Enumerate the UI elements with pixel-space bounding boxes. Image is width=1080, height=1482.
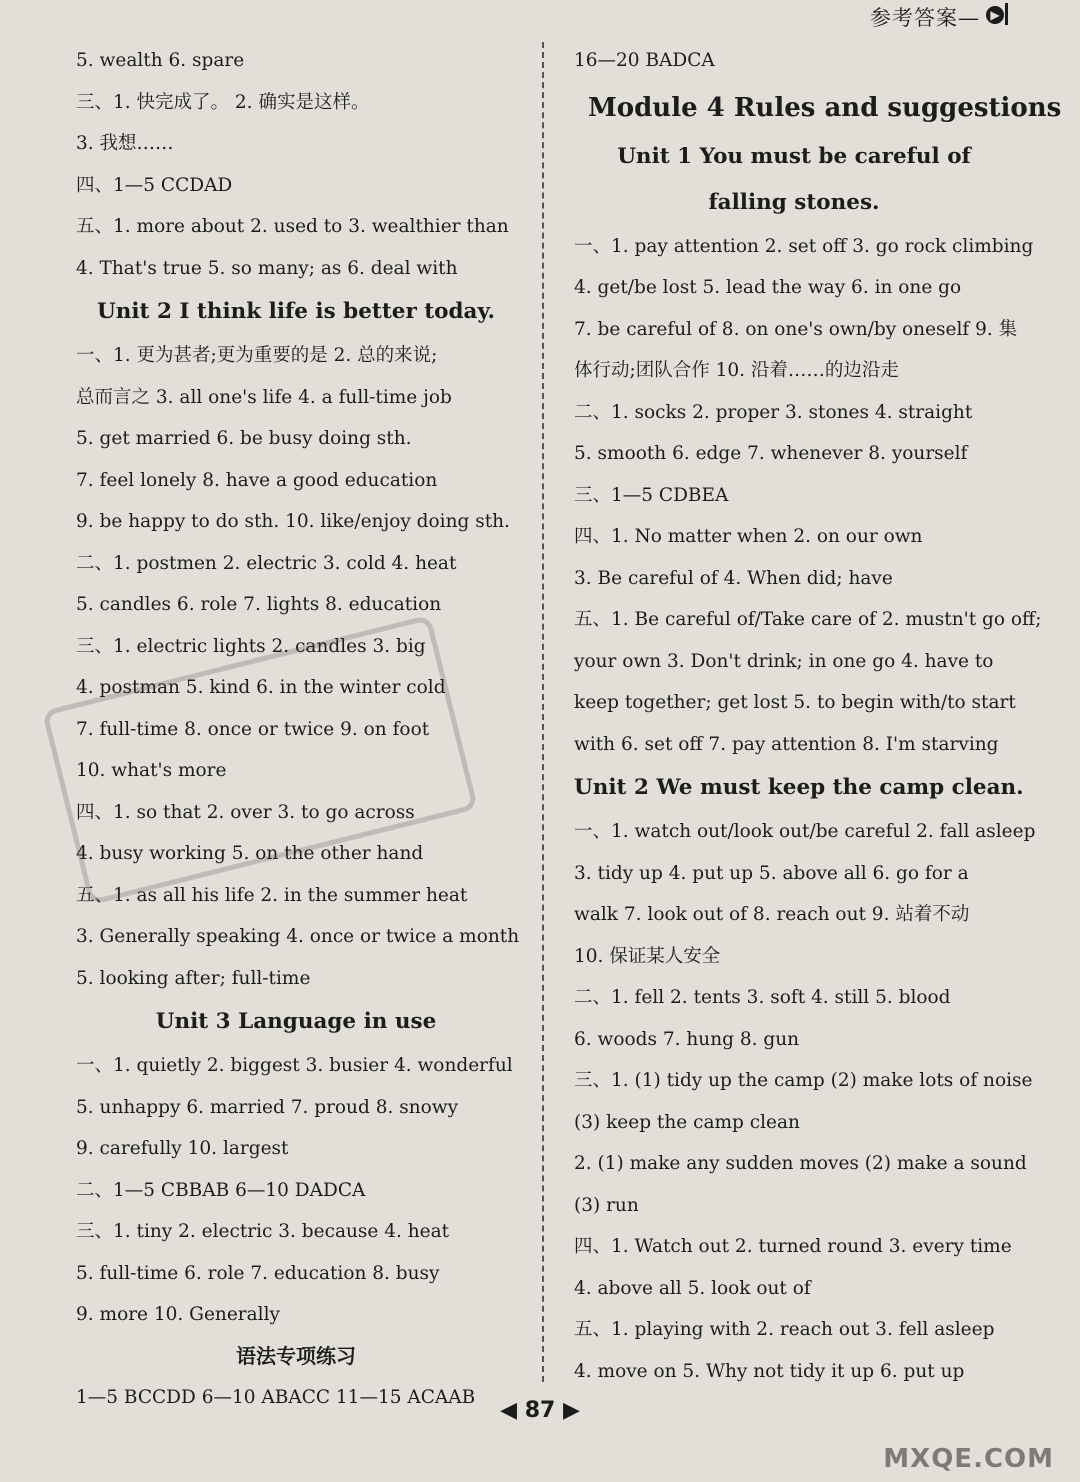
answer-line: 四、1. Watch out 2. turned round 3. every time — [574, 1236, 1012, 1257]
answer-line: 一、1. quietly 2. biggest 3. busier 4. wonderful — [76, 1055, 513, 1076]
answer-line: 6. woods 7. hung 8. gun — [574, 1028, 800, 1050]
answer-line: 四、1. so that 2. over 3. to go across — [76, 801, 415, 823]
answer-line: 16—20 BADCA — [574, 50, 715, 71]
unit-heading: Unit 1 You must be careful of — [617, 143, 971, 169]
answer-line: 4. That's true 5. so many; as 6. deal with — [76, 257, 458, 279]
answer-line: 9. more 10. Generally — [76, 1304, 280, 1325]
unit-heading: falling stones. — [708, 189, 880, 215]
answer-line: 3. tidy up 4. put up 5. above all 6. go for a — [574, 862, 969, 884]
answer-line: 5. get married 6. be busy doing sth. — [76, 428, 412, 449]
answer-line: 二、1. fell 2. tents 3. soft 4. still 5. blood — [574, 987, 951, 1008]
unit-heading: Unit 2 I think life is better today. — [96, 299, 495, 324]
module-heading: Module 4 Rules and suggestions — [588, 92, 1062, 123]
answer-line: 5. wealth 6. spare — [76, 50, 245, 71]
answer-line: 9. be happy to do sth. 10. like/enjoy doing sth. — [76, 511, 510, 532]
answer-line: with 6. set off 7. pay attention 8. I'm starving — [574, 733, 999, 755]
answer-line: walk 7. look out of 8. reach out 9. 站着不动 — [574, 904, 970, 925]
answer-line: 5. looking after; full-time — [76, 967, 311, 989]
answer-line: 7. feel lonely 8. have a good education — [76, 469, 438, 491]
answer-line: 3. Be careful of 4. When did; have — [574, 567, 893, 589]
answer-line: 体行动;团队合作 10. 沿着……的边沿走 — [574, 360, 899, 381]
answer-line: 五、1. as all his life 2. in the summer heat — [76, 884, 468, 906]
answer-line: 四、1. No matter when 2. on our own — [574, 526, 923, 547]
next-page-icon[interactable]: ▶ — [562, 1398, 580, 1423]
answer-line: 5. unhappy 6. married 7. proud 8. snowy — [76, 1096, 459, 1118]
answer-line: 三、1. tiny 2. electric 3. because 4. heat — [76, 1221, 450, 1242]
answer-line: 10. what's more — [76, 760, 227, 781]
answer-line: 2. (1) make any sudden moves (2) make a sound — [574, 1153, 1027, 1174]
answer-line: 5. full-time 6. role 7. education 8. busy — [76, 1262, 440, 1284]
answer-line: 7. be careful of 8. on one's own/by oneself 9. 集 — [574, 318, 1018, 340]
answer-line: 五、1. playing with 2. reach out 3. fell asleep — [574, 1319, 995, 1340]
answer-line: 三、1—5 CDBEA — [574, 484, 729, 506]
answer-line: 7. full-time 8. once or twice 9. on foot — [76, 718, 430, 740]
prev-page-icon[interactable]: ◀ — [500, 1398, 518, 1423]
right-column — [574, 40, 1062, 1392]
answer-line: 一、1. watch out/look out/be careful 2. fall asleep — [574, 821, 1036, 842]
answer-line: 三、1. (1) tidy up the camp (2) make lots of noise — [574, 1070, 1033, 1091]
corner-watermark-logo: MXQE.COM — [883, 1444, 1054, 1474]
page-number: 87 — [524, 1398, 556, 1423]
answer-line: your own 3. Don't drink; in one go 4. have to — [574, 650, 994, 672]
answer-line: keep together; get lost 5. to begin with/to start — [574, 692, 1016, 713]
page-footer — [0, 1398, 1080, 1423]
unit-heading: Unit 2 We must keep the camp clean. — [574, 775, 1024, 800]
answer-line: 五、1. Be careful of/Take care of 2. mustn't go off; — [574, 609, 1042, 630]
arrow-right-icon: ▶ — [986, 6, 1004, 24]
answer-line: 3. 我想…… — [76, 133, 174, 154]
unit-heading: Unit 3 Language in use — [155, 1009, 437, 1034]
answer-line: 9. carefully 10. largest — [76, 1138, 289, 1159]
answer-line: 一、1. 更为甚者;更为重要的是 2. 总的来说; — [76, 345, 438, 366]
answer-line: 四、1—5 CCDAD — [76, 174, 233, 196]
answer-line: 三、1. electric lights 2. candles 3. big — [76, 635, 426, 657]
answer-line: 五、1. more about 2. used to 3. wealthier than — [76, 216, 509, 237]
answer-line: 5. smooth 6. edge 7. whenever 8. yourself — [574, 443, 968, 464]
section-heading: 语法专项练习 — [236, 1343, 356, 1368]
answer-line: 4. get/be lost 5. lead the way 6. in one go — [574, 277, 962, 298]
answer-line: 4. postman 5. kind 6. in the winter cold — [76, 677, 446, 698]
column-divider — [542, 42, 544, 1382]
answer-line: 二、1. socks 2. proper 3. stones 4. straight — [574, 401, 973, 423]
answer-line: 5. candles 6. role 7. lights 8. education — [76, 594, 442, 615]
answer-line: 4. above all 5. look out of — [574, 1277, 811, 1299]
answer-line: (3) keep the camp clean — [574, 1111, 800, 1133]
answer-line: 10. 保证某人安全 — [574, 945, 721, 967]
answer-line: (3) run — [574, 1194, 639, 1216]
answer-line: 二、1—5 CBBAB 6—10 DADCA — [76, 1179, 366, 1201]
answer-line: 二、1. postmen 2. electric 3. cold 4. heat — [76, 552, 457, 574]
answer-line: 4. busy working 5. on the other hand — [76, 843, 424, 864]
answer-line: 一、1. pay attention 2. set off 3. go rock climbing — [574, 235, 1034, 257]
header-title: 参考答案— — [870, 6, 980, 30]
answer-line: 三、1. 快完成了。 2. 确实是这样。 — [76, 91, 370, 113]
answer-line: 4. move on 5. Why not tidy it up 6. put up — [574, 1360, 965, 1382]
header-bar-icon — [1005, 3, 1008, 25]
answer-line: 1—5 BCCDD 6—10 ABACC 11—15 ACAAB — [76, 1387, 476, 1408]
answer-line: 总而言之 3. all one's life 4. a full-time job — [76, 386, 452, 408]
answer-line: 3. Generally speaking 4. once or twice a month — [76, 926, 520, 947]
